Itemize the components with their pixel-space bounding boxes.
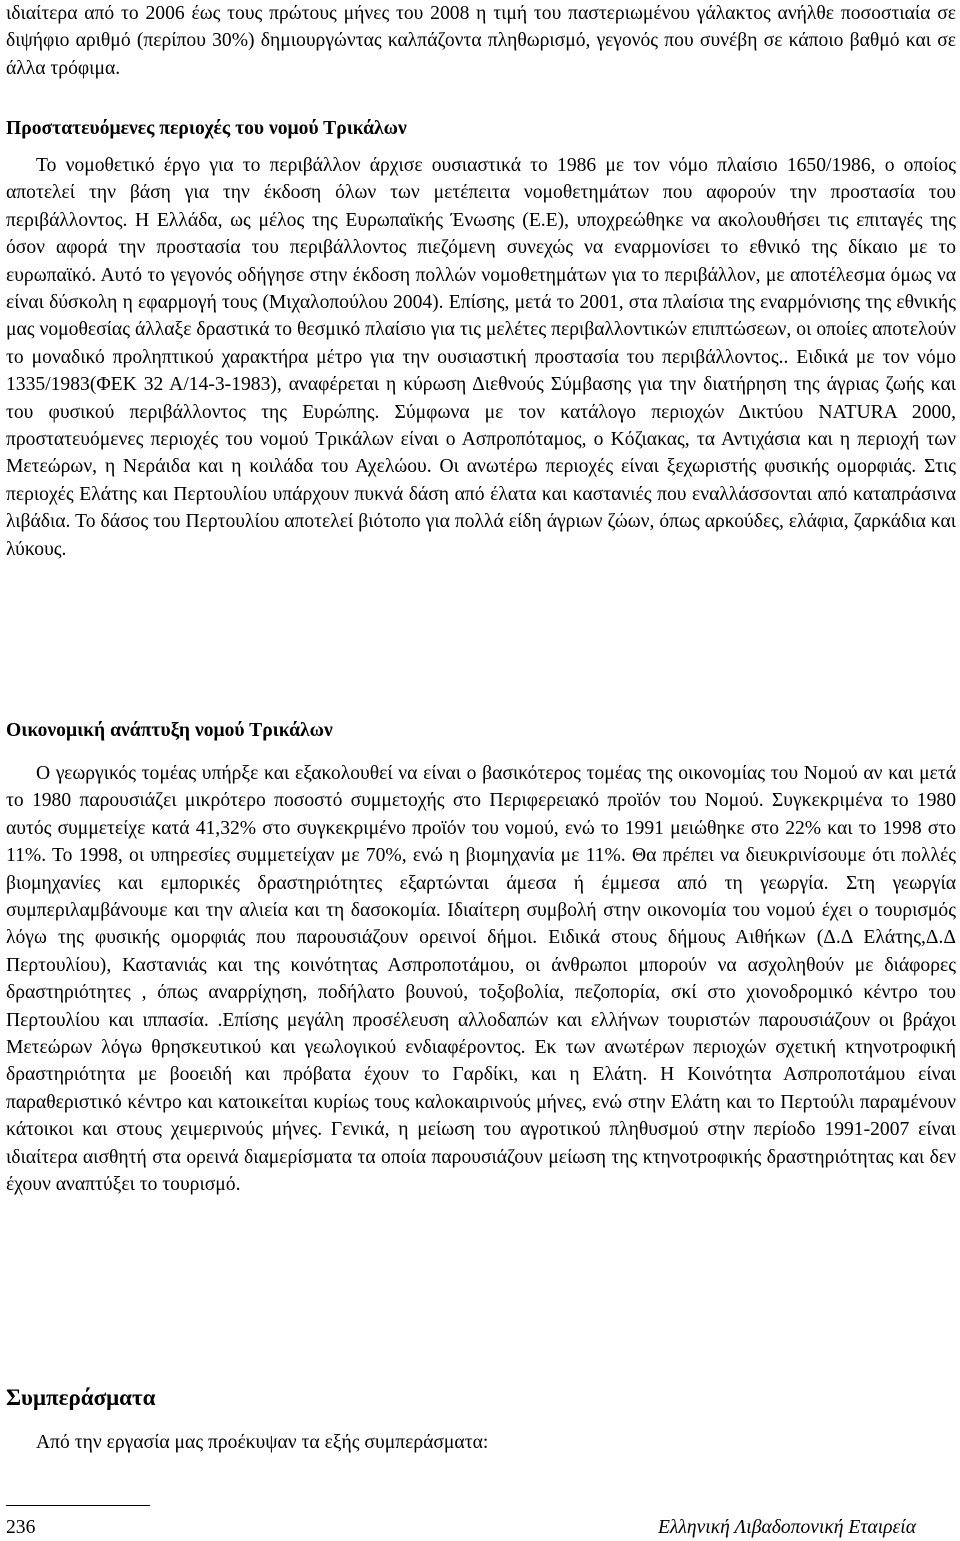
economic-development-heading: Οικονομική ανάπτυξη νομού Τρικάλων — [6, 720, 333, 741]
conclusions-paragraph: Από την εργασία μας προέκυψαν τα εξής συμπεράσματα: — [36, 1432, 489, 1453]
page-number: 236 — [6, 1517, 36, 1538]
intro-paragraph: ιδιαίτερα από το 2006 έως τους πρώτους μήνες του 2008 η τιμή του παστεριωμένου γάλακτος ανήλθε ποσοστιαία σε διψήφιο αριθμό (περίπου 30%) δημιουργώντας καλπάζοντα πληθωρισμό, γεγονός που συνέβη σε κάποιο βαθμό και σε άλλα τρόφιμα. — [6, 3, 956, 79]
footer-society-name: Ελληνική Λιβαδοπονική Εταιρεία — [657, 1517, 916, 1538]
economic-development-paragraph: Ο γεωργικός τομέας υπήρξε και εξακολουθεί να είναι ο βασικότερος τομέας της οικονομίας του Νομού αν και μετά το 1980 παρουσιάζει μικρότερο ποσοστό συμμετοχής στο Περιφερειακό προϊόν του Νομού. Συγκεκριμένα το 1980 αυτός συμμετείχε κατά 41,32% στο συγκεκριμένο προϊόν του νομού, ενώ το 1991 μειώθηκε στο 22% και το 1998 στο 11%. Το 1998, οι υπηρεσίες συμμετείχαν με 70%, ενώ η βιομηχανία με 11%. Θα πρέπει να διευκρινίσουμε ότι πολλές βιομηχανίες και εμπορικές δραστηριότητες εξαρτώνται άμεσα ή έμμεσα από τη γεωργία. Στη γεωργία συμπεριλαμβάνουμε και την αλιεία και τη δασοκομία. Ιδιαίτερη συμβολή στην οικονομία του νομού έχει ο τουρισμός λόγω της φυσικής ομορφιάς που παρουσιάζουν ορεινοί δήμοι. Ειδικά στους δήμους Αιθήκων (Δ.Δ Ελάτης,Δ.Δ Περτουλίου), Καστανιάς και της κοινότητας Ασπροποτάμου, οι άνθρωποι μπορούν να ασχοληθούν με διάφορες δραστηριότητες , όπως αναρρίχηση, ποδήλατο βουνού, τοξοβολία, πεζοπορία, σκί στο χιονοδρομικό κέντρο του Περτουλίου και ιππασία. .Επίσης μεγάλη προσέλευση αλλοδαπών και ελλήνων τουριστών παρουσιάζουν οι βράχοι Μετεώρων λόγω θρησκευτικού και γεωλογικού ενδιαφέροντος. Εκ των ανωτέρων περιοχών σχετική κτηνοτροφική δραστηριότητα με βοοειδή και πρόβατα έχουν το Γαρδίκι, και η Ελάτη. Η Κοινότητα Ασπροποτάμου είναι παραθεριστικό κέντρο και κατοικείται κυρίως τους καλοκαιρινούς μήνες, ενώ στην Ελάτη και το Περτούλι παραμένουν κάτοικοι και στους χειμερινούς μήνες. Γενικά, η μείωση του αγροτικού πληθυσμού στην περίοδο 1991-2007 είναι ιδιαίτερα αισθητή στα ορεινά διαμερίσματα τα οποία παρουσιάζουν μείωση της κτηνοτροφικής δραστηριότητας και δεν έχουν αναπτύξει το τουρισμό. — [6, 763, 956, 1196]
protected-areas-heading: Προστατευόμενες περιοχές του νομού Τρικάλων — [6, 118, 407, 139]
conclusions-heading: Συμπεράσματα — [6, 1385, 156, 1410]
protected-areas-paragraph: Το νομοθετικό έργο για το περιβάλλον άρχισε ουσιαστικά το 1986 με τον νόμο πλαίσιο 1650/1986, ο οποίος αποτελεί την βάση για την έκδοση όλων των μετέπειτα νομοθετημάτων που αφορούν την προστασία του περιβάλλοντος. Η Ελλάδα, ως μέλος της Ευρωπαϊκής Ένωσης (Ε.Ε), υποχρεώθηκε να ακολουθήσει τις επιταγές της όσον αφορά την προστασία του περιβάλλοντος πιεζόμενη συνεχώς να εναρμονίσει το εθνικό της δίκαιο με το ευρωπαϊκό. Αυτό το γεγονός οδήγησε στην έκδοση πολλών νομοθετημάτων για το περιβάλλον, με αποτέλεσμα όμως να είναι δύσκολη η εφαρμογή τους (Μιχαλοπούλου 2004). Επίσης, μετά το 2001, στα πλαίσια της εναρμόνισης της εθνικής μας νομοθεσίας άλλαξε δραστικά το θεσμικό πλαίσιο για τις μελέτες περιβαλλοντικών επιπτώσεων, οι οποίες αποτελούν το μοναδικό προληπτικού χαρακτήρα μέτρο για την ουσιαστική προστασία του περιβάλλοντος.. Ειδικά με τον νόμο 1335/1983(ΦΕΚ 32 Α/14-3-1983), αναφέρεται η κύρωση Διεθνούς Σύμβασης για την διατήρηση της άγριας ζωής και του φυσικού περιβάλλοντος της Ευρώπης. Σύμφωνα με τον κατάλογο περιοχών Δικτύου NATURA 2000, προστατευόμενες περιοχές του νομού Τρικάλων είναι ο Ασπροπόταμος, ο Κόζιακας, τα Αντιχάσια και η περιοχή των Μετεώρων, η Νεράιδα και η κοιλάδα του Αχελώου. Οι ανωτέρω περιοχές είναι ξεχωριστής φυσικής ομορφιάς. Στις περιοχές Ελάτης και Περτουλίου υπάρχουν πυκνά δάση από έλατα και καστανιές που εναλλάσσονται από καταπράσινα λιβάδια. Το δάσος του Περτουλίου αποτελεί βιότοπο για πολλά είδη άγριων ζώων, όπως αρκούδες, ελάφια, ζαρκάδια και λύκους. — [6, 155, 956, 560]
footer-divider — [6, 1505, 150, 1506]
